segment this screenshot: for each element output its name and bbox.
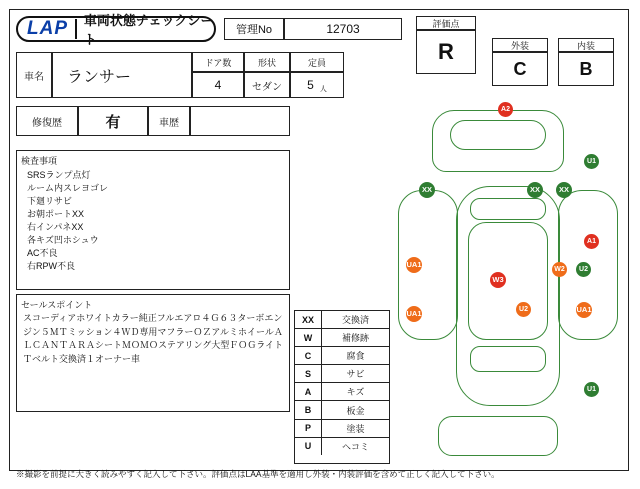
diagram-mark-right-u2[interactable]: U2	[576, 262, 591, 277]
vehicle-check-sheet	[9, 9, 629, 479]
logo-text: LAP	[27, 18, 68, 39]
vehicle-history-label: 車歴	[148, 106, 190, 136]
legend-value: キズ	[346, 387, 365, 398]
legend-value: サビ	[346, 369, 365, 380]
diagram-mark-right-a1[interactable]: A1	[584, 234, 599, 249]
exterior-label: 外装	[492, 38, 548, 52]
logo-divider	[75, 19, 77, 39]
exterior-value: C	[492, 52, 548, 86]
rating-value: R	[416, 30, 476, 74]
legend-value: 補修跡	[341, 333, 369, 344]
list-item: 右RPW不良	[27, 261, 75, 271]
inspection-list	[17, 168, 289, 273]
legend-key: XX	[295, 311, 322, 328]
list-item: 下廻リサビ	[27, 196, 72, 206]
diagram-front-windshield	[450, 120, 546, 150]
seat-count-unit: 人	[319, 86, 327, 93]
body-shape-value: セダン	[244, 72, 290, 98]
diagram-mark-right-ua1[interactable]: UA1	[576, 302, 592, 318]
car-diagram	[394, 94, 622, 464]
table-row	[295, 400, 389, 418]
diagram-mark-left-ua1-bot[interactable]: UA1	[406, 306, 422, 322]
legend-key: U	[295, 438, 322, 455]
legend-value: 板金	[346, 405, 365, 416]
diagram-mark-left-ua1-top[interactable]: UA1	[406, 257, 422, 273]
sales-point-text: スコーディアホワイトカラー純正フルエアロ４Ｇ６３ターボエンジン５ＭＴミッション４ＷＤ専用マフラーＯＺアルミホイールＡＬＣＡＮＴＡＲＡシートＭＯＭＯステアリング大型ＦＯＧライトＴベルト交換済１オーナー車	[23, 313, 284, 364]
rating-label: 評価点	[416, 16, 476, 30]
diagram-mark-front-left-xx[interactable]: XX	[419, 182, 435, 198]
table-row	[295, 437, 389, 455]
table-row	[295, 382, 389, 400]
sheet-title: 車両状態チェックシート	[83, 13, 214, 47]
diagram-mark-right-w2[interactable]: W2	[552, 262, 567, 277]
sales-point-title: セールスポイント	[21, 300, 93, 310]
logo-badge	[16, 13, 216, 47]
table-row	[295, 311, 389, 328]
table-row	[295, 419, 389, 437]
diagram-mark-roof-left-xx[interactable]: XX	[527, 182, 543, 198]
list-item: ルーム内スレヨゴレ	[27, 183, 109, 193]
seat-count-label: 定員	[290, 52, 344, 72]
interior-value: B	[558, 52, 614, 86]
legend-key: A	[295, 383, 322, 400]
diagram-mark-roof-right-xx[interactable]: XX	[556, 182, 572, 198]
kanri-no-value: 12703	[284, 18, 402, 40]
seat-count-value: 5	[307, 78, 314, 92]
legend-key: P	[295, 420, 322, 437]
table-row	[295, 346, 389, 364]
diagram-mark-center-w3[interactable]: W3	[490, 272, 506, 288]
diagram-mark-right-u1-top[interactable]: U1	[584, 154, 599, 169]
legend-key: S	[295, 365, 322, 382]
vehicle-history-value	[190, 106, 290, 136]
list-item: AC不良	[27, 248, 58, 258]
legend-key: W	[295, 329, 322, 346]
legend-value: 交換済	[341, 315, 369, 326]
diagram-mark-center-u2[interactable]: U2	[516, 302, 531, 317]
sales-point-block	[16, 294, 290, 412]
kanri-no-label: 管理No	[224, 18, 284, 40]
car-name-value: ランサー	[52, 52, 192, 98]
legend-table	[294, 310, 390, 464]
table-row	[295, 328, 389, 346]
list-item: 各キズ凹ホシュウ	[27, 235, 99, 245]
seat-count-cell	[290, 72, 344, 98]
body-shape-label: 形状	[244, 52, 290, 72]
inspection-title: 検査事項	[21, 156, 58, 166]
legend-value: 腐食	[346, 351, 365, 362]
repair-history-value: 有	[78, 106, 148, 136]
diagram-mark-right-u1-bot[interactable]: U1	[584, 382, 599, 397]
footer-note: ※撮影を前提に大きく読みやすく記入して下さい。評価点はLAA基準を適用し外装・内装評価を含めて正しく記入して下さい。	[16, 469, 500, 479]
legend-value: 塗装	[346, 423, 365, 434]
legend-value: ヘコミ	[341, 441, 369, 452]
list-item: 右インパネXX	[27, 222, 84, 232]
diagram-hood-line	[470, 198, 546, 220]
diagram-trunk-line	[470, 346, 546, 372]
door-count-label: ドア数	[192, 52, 244, 72]
legend-key: C	[295, 347, 322, 364]
inspection-block	[16, 150, 290, 290]
interior-label: 内装	[558, 38, 614, 52]
diagram-rear-view	[438, 416, 558, 456]
legend-key: B	[295, 401, 322, 418]
car-name-label: 車名	[16, 52, 52, 98]
table-row	[295, 364, 389, 382]
door-count-value: 4	[192, 72, 244, 98]
repair-history-label: 修復歴	[16, 106, 78, 136]
list-item: SRSランプ点灯	[27, 170, 91, 180]
diagram-mark-top-a2[interactable]: A2	[498, 102, 513, 117]
diagram-cabin-outline	[468, 222, 548, 340]
list-item: お朝ポートXX	[27, 209, 85, 219]
